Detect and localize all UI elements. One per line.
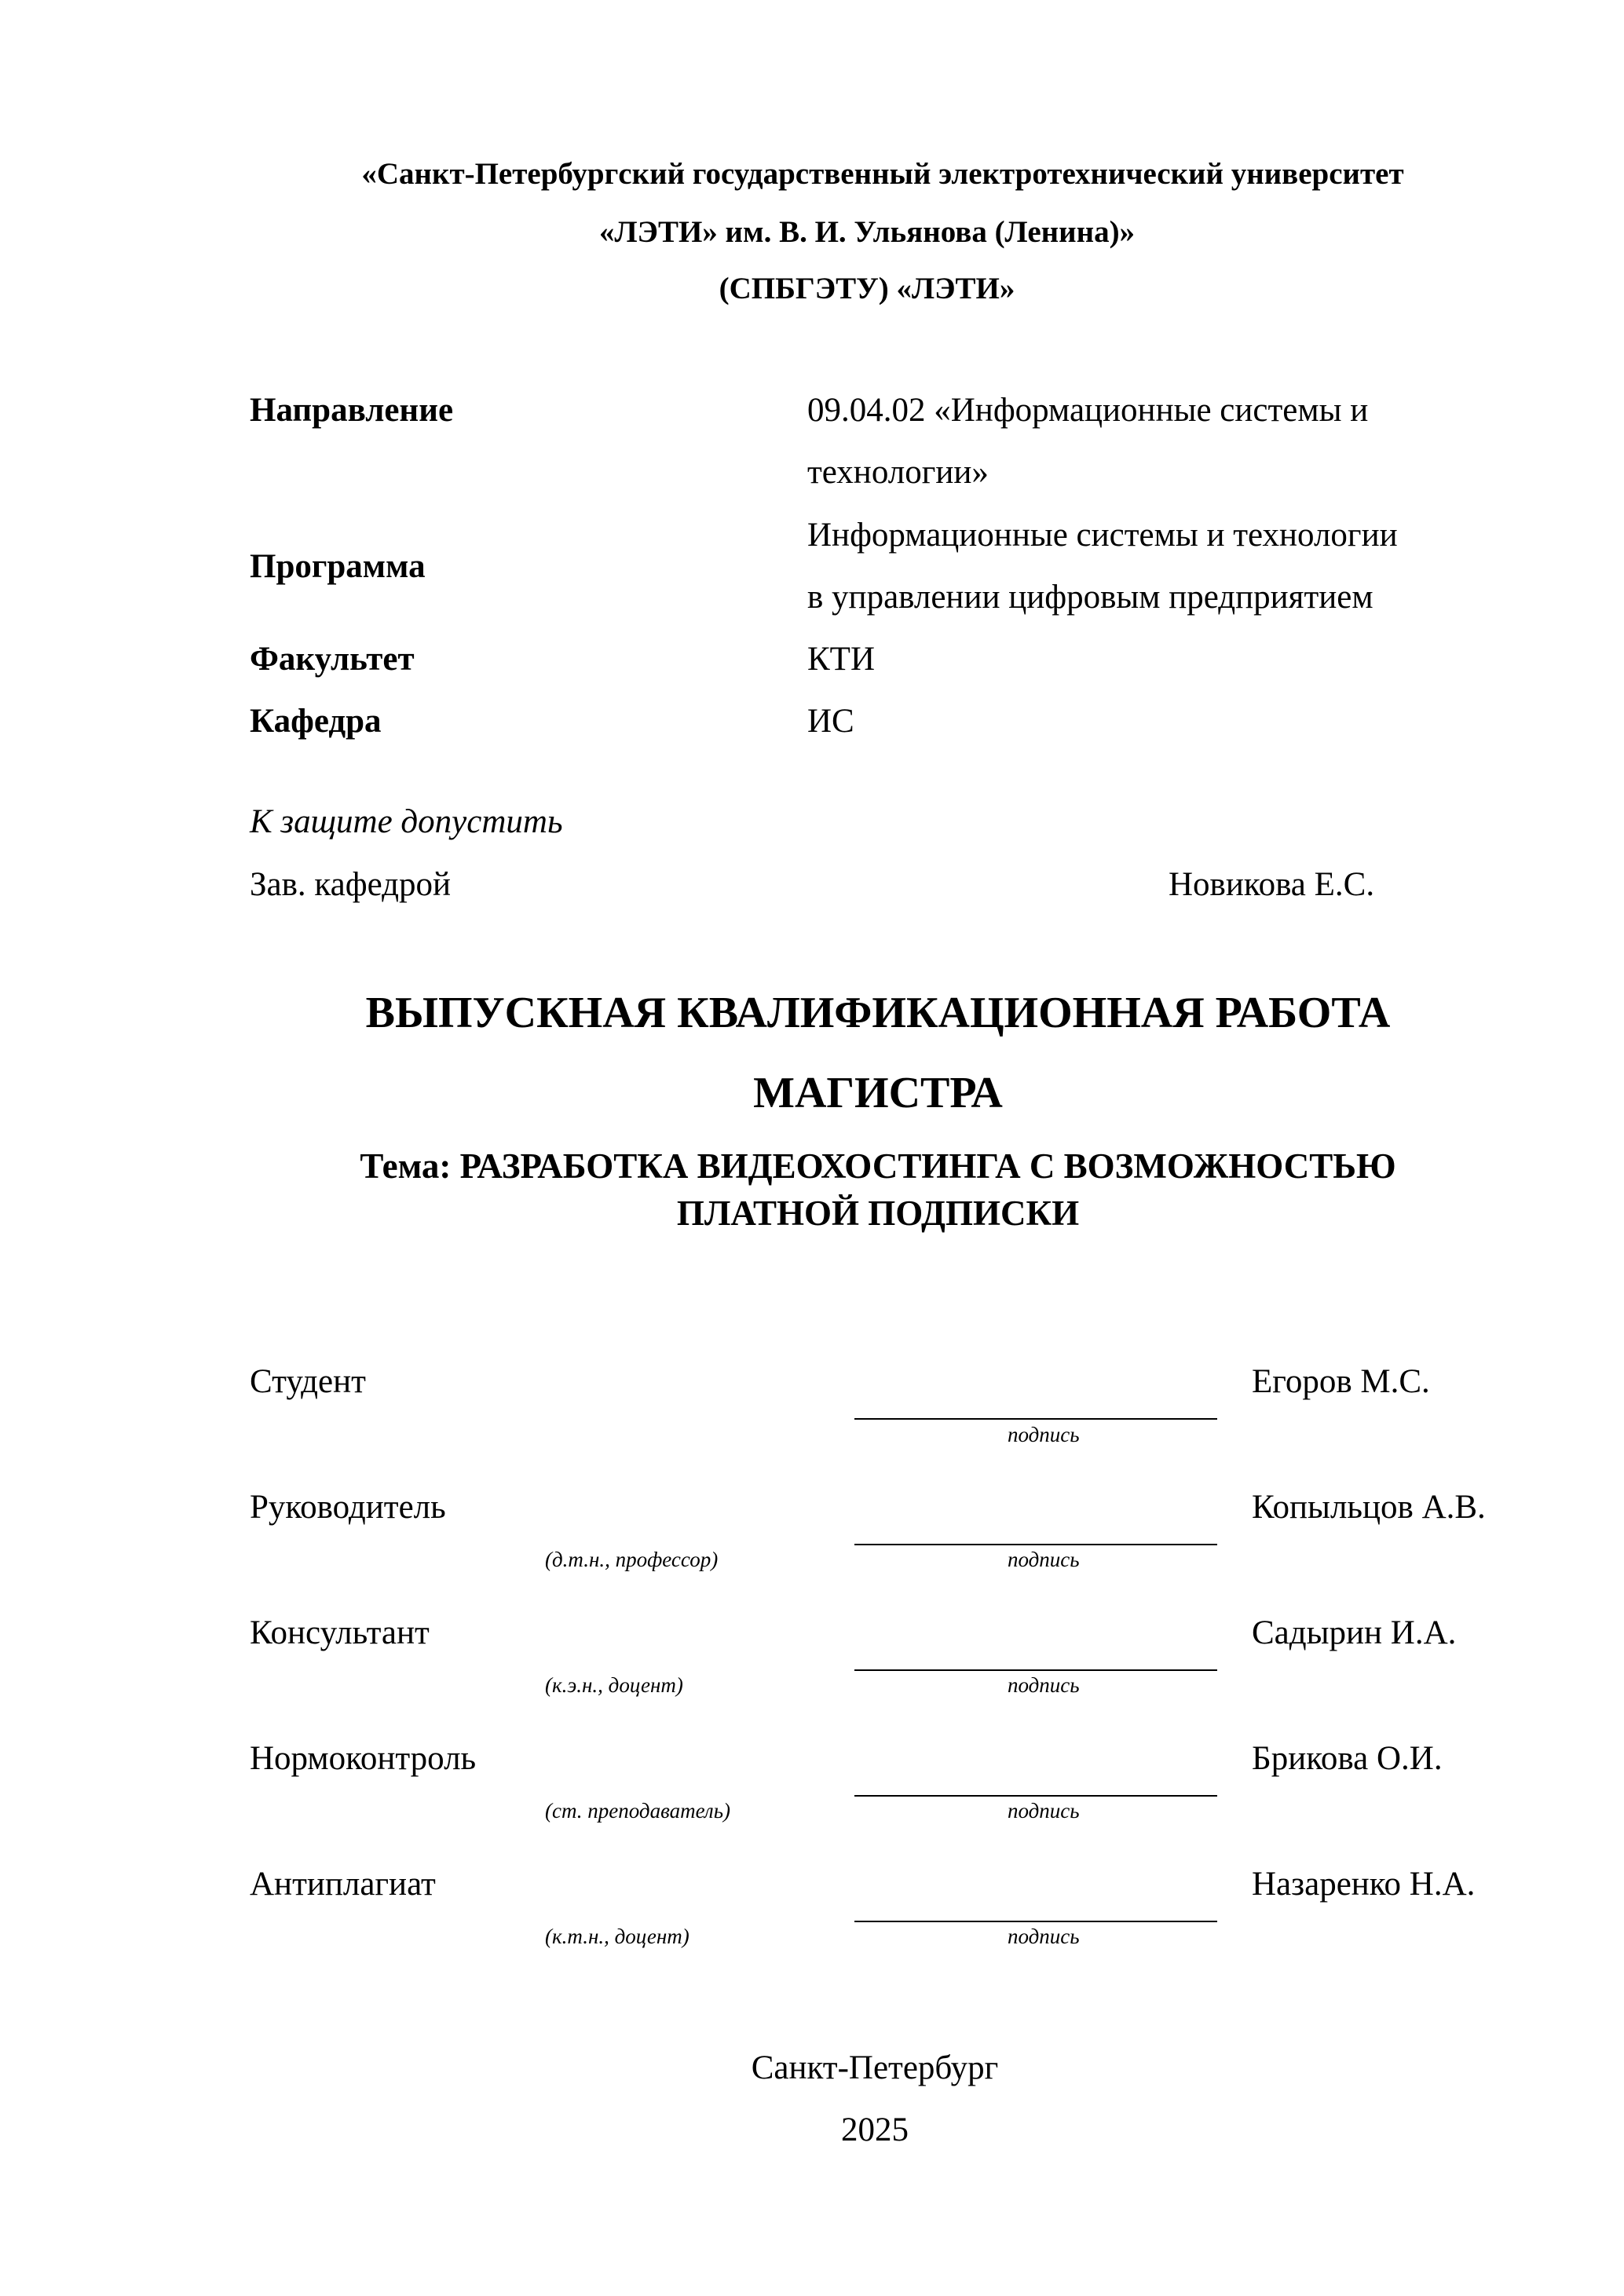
signature-name-consultant: Садырин И.А. [1252, 1614, 1457, 1651]
year: 2025 [841, 2111, 909, 2148]
signature-caption: подпись [1008, 1799, 1080, 1823]
signature-line [854, 1795, 1217, 1797]
direction-label: Направление [250, 392, 454, 429]
university-abbreviation: (СПБГЭТУ) «ЛЭТИ» [719, 272, 1015, 305]
signature-line [854, 1921, 1217, 1922]
signature-name-antiplagiarism: Назаренко Н.А. [1252, 1866, 1476, 1903]
signature-line [854, 1544, 1217, 1545]
signature-name-supervisor: Копыльцов А.В. [1252, 1489, 1486, 1526]
signature-degree-consultant: (к.э.н., доцент) [545, 1673, 683, 1697]
work-title-line2: МАГИСТРА [753, 1069, 1003, 1117]
faculty-label: Факультет [250, 641, 415, 678]
direction-value-line1: 09.04.02 «Информационные системы и [807, 392, 1369, 429]
signature-name-normcontrol: Брикова О.И. [1252, 1740, 1443, 1777]
university-name-line2: «ЛЭТИ» им. В. И. Ульянова (Ленина)» [598, 215, 1136, 249]
city: Санкт-Петербург [751, 2049, 999, 2086]
signature-line [854, 1669, 1217, 1671]
program-label: Программа [250, 548, 426, 585]
signature-role-consultant: Консультант [250, 1614, 430, 1651]
signature-role-student: Студент [250, 1363, 366, 1400]
department-value: ИС [807, 703, 854, 740]
topic-line1: Тема: РАЗРАБОТКА ВИДЕОХОСТИНГА С ВОЗМОЖНОСТЬЮ [360, 1146, 1396, 1186]
admission-text: К защите допустить [250, 803, 563, 840]
signature-line [854, 1418, 1217, 1420]
signature-role-antiplagiarism: Антиплагиат [250, 1866, 436, 1903]
signature-degree-supervisor: (д.т.н., профессор) [545, 1548, 719, 1571]
department-label: Кафедра [250, 703, 382, 740]
topic-line2: ПЛАТНОЙ ПОДПИСКИ [676, 1194, 1080, 1233]
faculty-value: КТИ [807, 641, 875, 678]
signature-degree-antiplagiarism: (к.т.н., доцент) [545, 1925, 689, 1948]
signature-caption: подпись [1008, 1925, 1080, 1948]
university-name-line1: «Санкт-Петербургский государственный электротехнический университет [361, 157, 1404, 191]
program-value-line1: Информационные системы и технологии [807, 517, 1398, 554]
department-head-label: Зав. кафедрой [250, 866, 452, 903]
signature-caption: подпись [1008, 1423, 1080, 1446]
signature-caption: подпись [1008, 1548, 1080, 1571]
program-value-line2: в управлении цифровым предприятием [807, 579, 1373, 616]
signature-role-normcontrol: Нормоконтроль [250, 1740, 477, 1777]
signature-role-supervisor: Руководитель [250, 1489, 446, 1526]
signature-degree-normcontrol: (ст. преподаватель) [545, 1799, 730, 1823]
department-head-name: Новикова Е.С. [1169, 866, 1375, 903]
signature-name-student: Егоров М.С. [1252, 1363, 1430, 1400]
direction-value-line2: технологии» [807, 454, 989, 491]
signature-caption: подпись [1008, 1673, 1080, 1697]
work-title-line1: ВЫПУСКНАЯ КВАЛИФИКАЦИОННАЯ РАБОТА [365, 989, 1391, 1037]
